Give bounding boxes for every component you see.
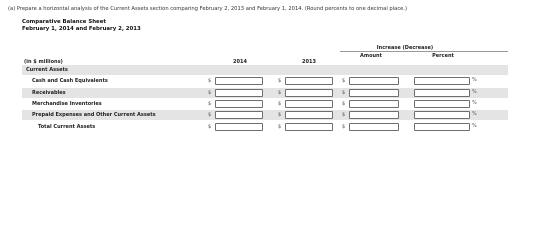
input-2014-field[interactable]: [215, 89, 263, 97]
input-percent-field[interactable]: [414, 100, 470, 108]
input-amount-field[interactable]: [349, 77, 399, 85]
input-2013-field[interactable]: [285, 77, 333, 85]
table-row: [22, 76, 508, 86]
percent-symbol: %: [472, 123, 477, 129]
input-amount-field[interactable]: [349, 123, 399, 131]
currency-symbol: $: [342, 78, 346, 84]
currency-symbol: $: [278, 124, 282, 130]
currency-symbol: $: [278, 101, 282, 107]
table-row: [22, 99, 508, 109]
percent-symbol: %: [472, 100, 477, 106]
instructions-text: (a) Prepare a horizontal analysis of the Current Assets section comparing February 2, 2013 and February 1, 2014. (Round percents to one decimal place.): [8, 6, 408, 12]
units-label: (in $ millions): [24, 59, 63, 65]
currency-symbol: $: [208, 101, 212, 107]
currency-symbol: $: [208, 124, 212, 130]
column-header-percent: Percent: [432, 53, 454, 59]
increase-decrease-header: Increase (Decrease): [376, 45, 434, 51]
currency-symbol: $: [208, 112, 212, 118]
sheet-title-block: [22, 19, 141, 32]
percent-symbol: %: [472, 89, 477, 95]
input-amount-field[interactable]: [349, 111, 399, 119]
input-percent-field[interactable]: [414, 111, 470, 119]
table-row: [22, 88, 508, 98]
input-percent-field[interactable]: [414, 77, 470, 85]
percent-symbol: %: [472, 111, 477, 117]
input-2013-field[interactable]: [285, 123, 333, 131]
input-2013-field[interactable]: [285, 100, 333, 108]
input-2013-field[interactable]: [285, 111, 333, 119]
input-percent-field[interactable]: [414, 89, 470, 97]
section-label: Current Assets: [26, 67, 68, 73]
input-amount-field[interactable]: [349, 100, 399, 108]
currency-symbol: $: [342, 101, 346, 107]
currency-symbol: $: [278, 112, 282, 118]
currency-symbol: $: [208, 90, 212, 96]
row-label: Receivables: [32, 90, 66, 96]
sheet-title: Comparative Balance Sheet: [22, 19, 106, 25]
column-header-2013: 2013: [302, 59, 316, 65]
input-amount-field[interactable]: [349, 89, 399, 97]
currency-symbol: $: [342, 90, 346, 96]
header-divider: [340, 51, 508, 52]
percent-symbol: %: [472, 77, 477, 83]
table-row: [22, 110, 508, 120]
currency-symbol: $: [342, 112, 346, 118]
row-label: Total Current Assets: [38, 124, 96, 130]
section-row-current-assets: [22, 65, 508, 75]
row-label: Prepaid Expenses and Other Current Assets: [32, 112, 156, 118]
currency-symbol: $: [278, 78, 282, 84]
input-2014-field[interactable]: [215, 100, 263, 108]
input-2014-field[interactable]: [215, 111, 263, 119]
input-2014-field[interactable]: [215, 77, 263, 85]
table-row: [22, 122, 508, 132]
row-label: Cash and Cash Equivalents: [32, 78, 108, 84]
sheet-subtitle: February 1, 2014 and February 2, 2013: [22, 25, 141, 32]
column-header-2014: 2014: [233, 59, 247, 65]
input-percent-field[interactable]: [414, 123, 470, 131]
currency-symbol: $: [278, 90, 282, 96]
currency-symbol: $: [208, 78, 212, 84]
input-2013-field[interactable]: [285, 89, 333, 97]
row-label: Merchandise Inventories: [32, 101, 102, 107]
column-header-amount: Amount: [359, 53, 383, 59]
input-2014-field[interactable]: [215, 123, 263, 131]
currency-symbol: $: [342, 124, 346, 130]
